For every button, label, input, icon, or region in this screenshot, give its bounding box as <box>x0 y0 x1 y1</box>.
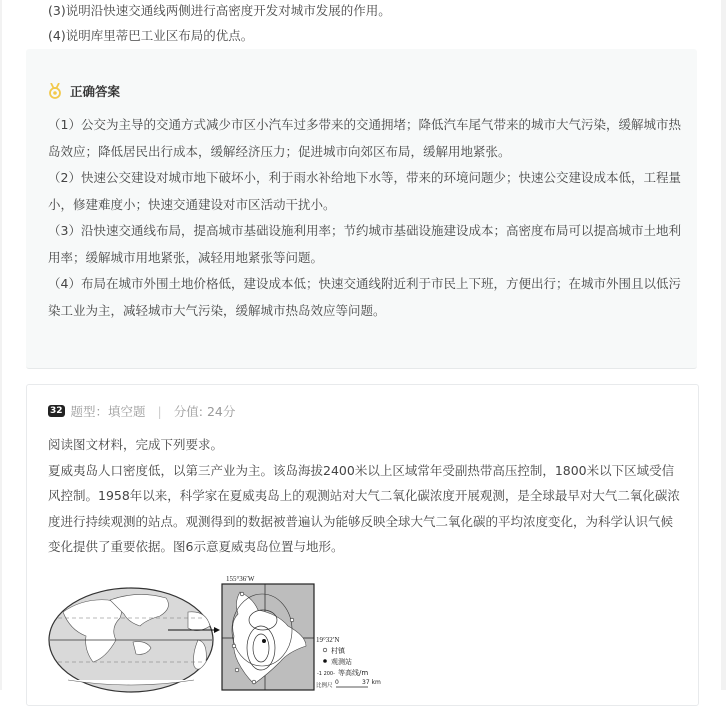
question-material: 夏威夷岛人口密度低，以第三产业为主。该岛海拔2400米以上区域常年受副热带高压控制，1800米以下区域受信风控制。1958年以来，科学家在夏威夷岛上的观测站对大气二氧化碳浓度开展观测，是全球最早对大气二氧化碳浓度进行持续观测的站点。观测得到的数据被普遍认为能够反映全球大气二氧化碳的平均浓度变化，为科学认识气候变化提供了重要依据。图6示意夏威夷岛位置与地形。 <box>48 462 680 554</box>
answer-header <box>48 82 120 100</box>
hawaii-location-figure <box>48 570 398 695</box>
answer-paragraph-3: （3）沿快速交通线布局，提高城市基础设施利用率；节约城市基础设施建设成本；高密度布局可以提高城市土地利用率；缓解城市用地紧张，减轻用地紧张等问题。 <box>48 223 681 265</box>
question-card <box>26 384 699 706</box>
scale-start: 0 <box>335 679 339 686</box>
meta-separator: | <box>157 403 162 419</box>
legend-contour: 等高线/m <box>338 669 369 677</box>
legend-contour-prefix: -1 200- <box>317 671 335 677</box>
observatory-marker <box>262 639 266 643</box>
subquestion-4: (4)说明库里蒂巴工业区布局的优点。 <box>48 28 254 43</box>
subquestion-3: (3)说明沿快速交通线两侧进行高密度开发对城市发展的作用。 <box>48 3 391 18</box>
answer-title: 正确答案 <box>70 84 121 99</box>
legend-observatory: 观测站 <box>331 658 352 666</box>
scrollbar-track[interactable] <box>721 0 726 690</box>
question-instruction: 阅读图文材料，完成下列要求。 <box>48 437 224 452</box>
answer-paragraph-2: （2）快速公交建设对城市地下破坏小，利于雨水补给地下水等，带来的环境问题少；快速公交建设成本低，工程量小，修建难度小；快速交通建设对市区活动干扰小。 <box>48 170 681 212</box>
answer-paragraph-4: （4）布局在城市外围土地价格低，建设成本低；快速交通线附近利于市民上下班，方便出行；在城市外围且以低污染工业为主，减轻城市大气污染，缓解城市热岛效应等问题。 <box>48 276 681 318</box>
scale-end: 37 km <box>362 679 381 686</box>
scale-label: 比例尺 <box>316 683 333 689</box>
question-meta <box>48 402 235 420</box>
page-edge-left <box>0 0 2 690</box>
previous-question-subitems <box>48 0 688 48</box>
question-type: 题型：填空题 <box>70 404 146 419</box>
question-score: 分值: 24分 <box>173 404 236 419</box>
longitude-label: 155°36′W <box>226 575 255 583</box>
answer-paragraph-1: （1）公交为主导的交通方式减少市区小汽车过多带来的交通拥堵；降低汽车尾气带来的城市大气污染，缓解城市热岛效应；降低居民出行成本，缓解经济压力；促进城市向郊区布局，缓解用地紧张。 <box>48 117 681 159</box>
answer-panel <box>26 49 697 369</box>
medal-icon <box>48 83 62 99</box>
question-number-badge: 32 <box>50 406 63 416</box>
question-body <box>48 432 682 560</box>
answer-body <box>48 112 684 324</box>
legend-village: 村镇 <box>331 647 345 655</box>
latitude-label: 19°32′N <box>316 636 340 644</box>
